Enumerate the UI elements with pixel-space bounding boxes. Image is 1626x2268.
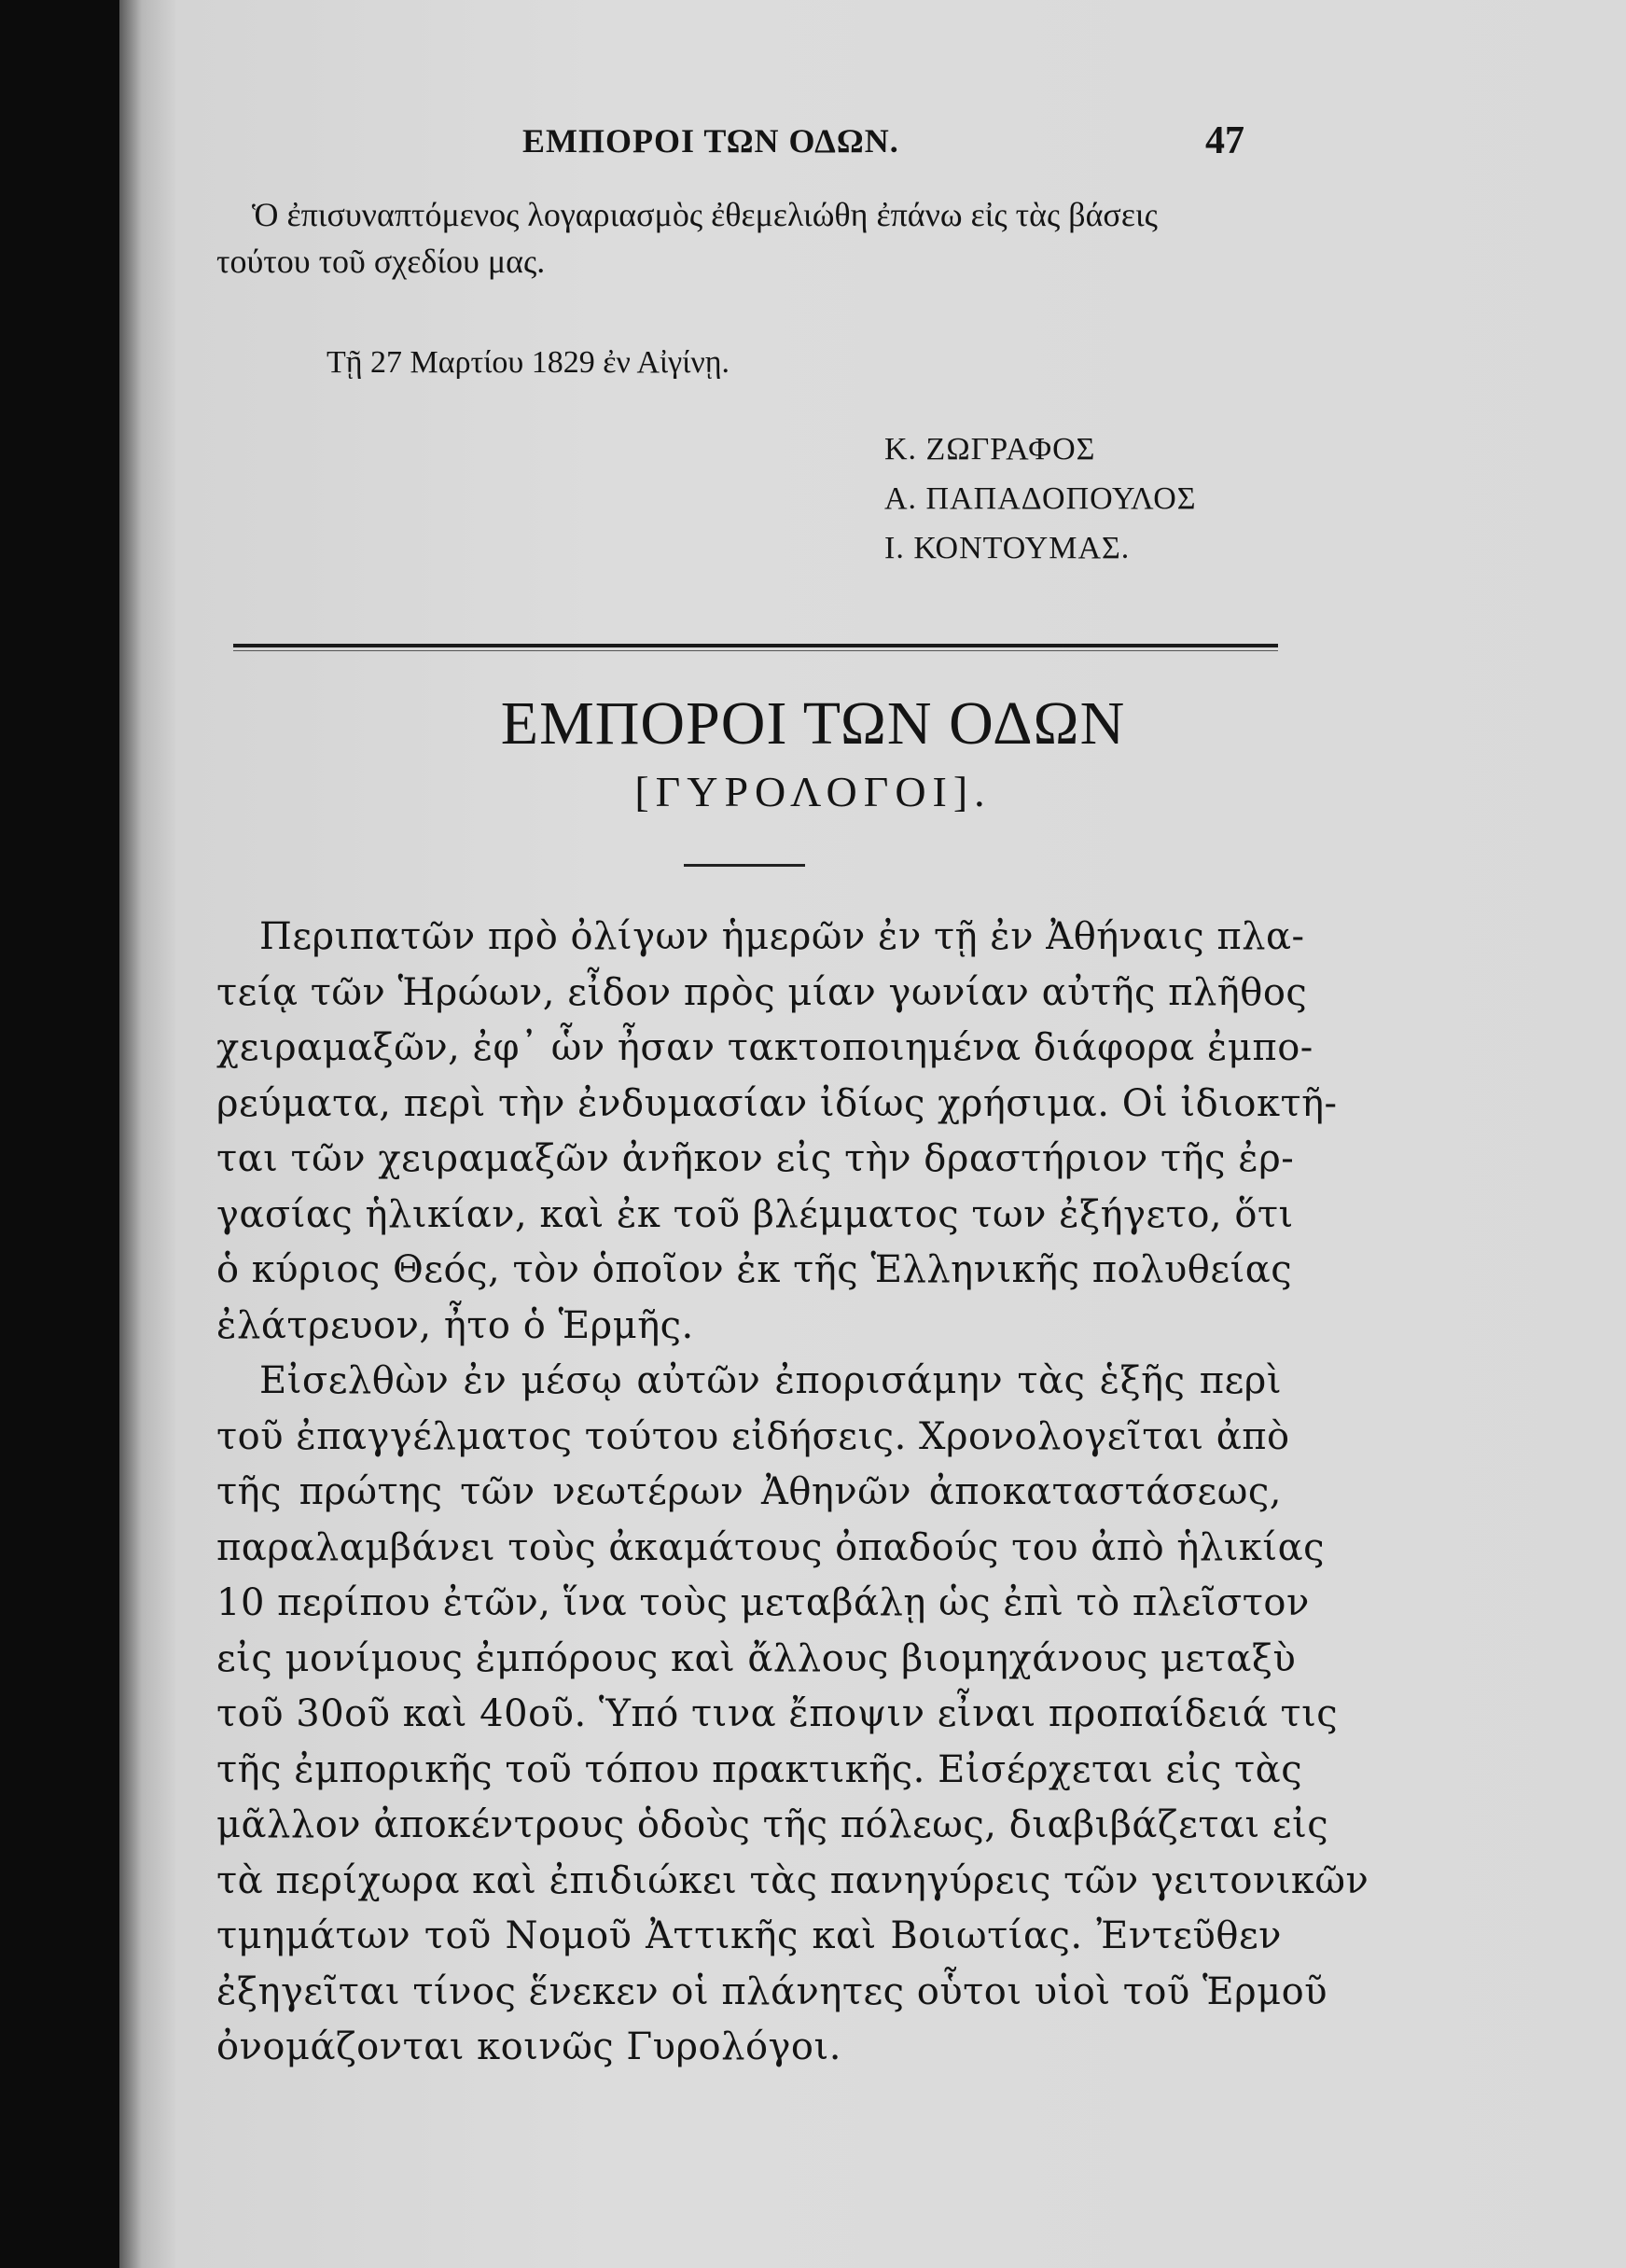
body-line: τῆς πρώτης τῶν νεωτέρων Ἀθηνῶν ἀποκαταστάσεως, [216,1470,1282,1513]
signature: Ι. ΚΟΝΤΟΥΜΑΣ. [884,531,1131,565]
body-line: τῆς ἐμπορικῆς τοῦ τόπου πρακτικῆς. Εἰσέρχεται εἰς τὰς [216,1747,1303,1791]
body-line: τμημάτων τοῦ Νομοῦ Ἀττικῆς καὶ Βοιωτίας. Ἐντεῦθεν [216,1914,1282,1957]
section-divider [233,644,1278,647]
date-line: Τῇ 27 Μαρτίου 1829 ἐν Αἰγίνῃ. [327,345,730,380]
article-subtitle: [ΓΥΡΟΛΟΓΟΙ]. [634,768,992,815]
body-line: χειραμαξῶν, ἐφ᾽ ὧν ἦσαν τακτοποιημένα διάφορα ἐμπο- [216,1026,1313,1069]
book-binding-edge [0,0,119,2268]
body-line: ὀνομάζονται κοινῶς Γυρολόγοι. [216,2025,841,2068]
body-line: ται τῶν χειραμαξῶν ἀνῆκον εἰς τὴν δραστήριον τῆς ἐρ- [216,1137,1295,1180]
body-line: τὰ περίχωρα καὶ ἐπιδιώκει τὰς πανηγύρεις τῶν γειτονικῶν [216,1858,1369,1902]
body-line: παραλαμβάνει τοὺς ἀκαμάτους ὀπαδούς του ἀπὸ ἡλικίας [216,1525,1325,1569]
section-divider-thin [233,650,1278,651]
body-line: Περιπατῶν πρὸ ὀλίγων ἡμερῶν ἐν τῇ ἐν Ἀθήναις πλα- [259,915,1305,958]
running-header: ΕΜΠΟΡΟΙ ΤΩΝ ΟΔΩΝ. [522,122,899,160]
body-line: γασίας ἡλικίαν, καὶ ἐκ τοῦ βλέμματος των ἐξήγετο, ὅτι [216,1192,1294,1236]
body-line: ἐλάτρευον, ἦτο ὁ Ἑρμῆς. [216,1303,694,1347]
page-number: 47 [1205,119,1244,162]
article-title: ΕΜΠΟΡΟΙ ΤΩΝ ΟΔΩΝ [500,689,1126,758]
body-line: Εἰσελθὼν ἐν μέσῳ αὐτῶν ἐπορισάμην τὰς ἑξῆς περὶ [259,1359,1282,1402]
article-body [216,910,1369,2076]
body-line: ὁ κύριος Θεός, τὸν ὁποῖον ἐκ τῆς Ἑλληνικῆς πολυθείας [216,1248,1293,1291]
body-line: μᾶλλον ἀποκέντρους ὁδοὺς τῆς πόλεως, διαβιβάζεται εἰς [216,1803,1329,1846]
body-line: ρεύματα, περὶ τὴν ἐνδυμασίαν ἰδίως χρήσιμα. Οἱ ἰδιοκτῆ- [216,1081,1338,1125]
signatures-block [884,424,1197,573]
previous-article-line: τούτου τοῦ σχεδίου μας. [216,243,546,280]
body-line: 10 περίπου ἐτῶν, ἵνα τοὺς μεταβάλῃ ὡς ἐπὶ τὸ πλεῖστον [216,1581,1310,1624]
signature: Α. ΠΑΠΑΔΟΠΟΥΛΟΣ [884,481,1197,516]
body-line: τείᾳ τῶν Ἡρώων, εἶδον πρὸς μίαν γωνίαν αὐτῆς πλῆθος [216,970,1308,1014]
page-gutter-shadow [119,0,175,2268]
signature: Κ. ΖΩΓΡΑΦΟΣ [884,432,1096,466]
previous-article-line: Ὁ ἐπισυναπτόμενος λογαριασμὸς ἐθεμελιώθη ἐπάνω εἰς τὰς βάσεις [252,196,1158,233]
body-line: τοῦ ἐπαγγέλματος τούτου εἰδήσεις. Χρονολογεῖται ἀπὸ [216,1414,1290,1458]
title-rule [684,864,805,867]
body-line: εἰς μονίμους ἐμπόρους καὶ ἄλλους βιομηχάνους μεταξὺ [216,1636,1297,1680]
body-line: ἐξηγεῖται τίνος ἕνεκεν οἱ πλάνητες οὗτοι υἱοὶ τοῦ Ἑρμοῦ [216,1969,1328,2013]
body-line: τοῦ 30οῦ καὶ 40οῦ. Ὑπό τινα ἔποψιν εἶναι προπαίδειά τις [216,1692,1339,1735]
